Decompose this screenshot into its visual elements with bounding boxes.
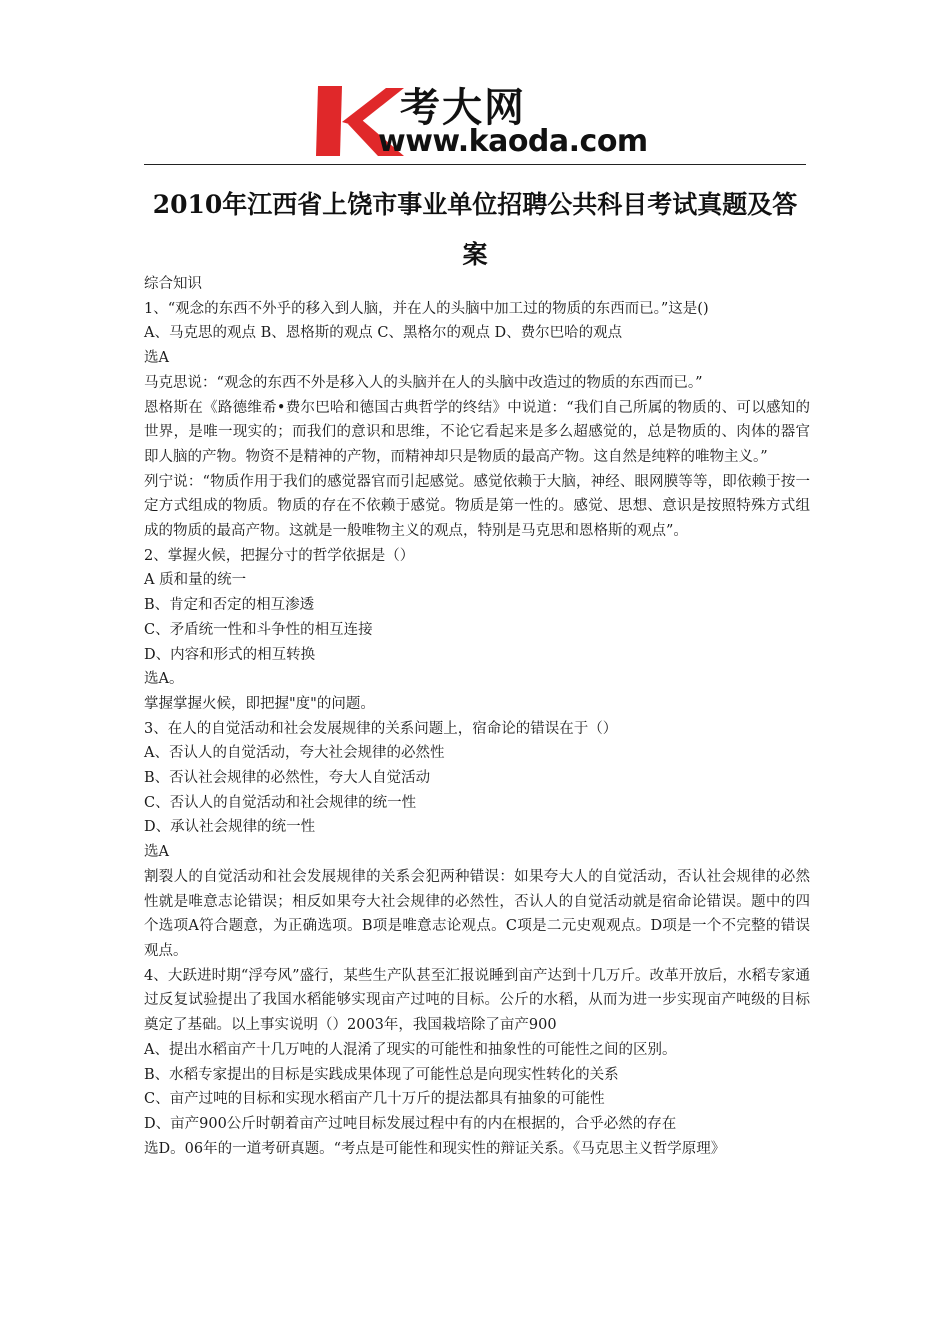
body-paragraph: 列宁说：“物质作用于我们的感觉器官而引起感觉。感觉依赖于大脑，神经、眼网膜等等，即依赖于按一定方式组成的物质。物质的存在不依赖于感觉。物质是第一性的。感觉、思想、意识是按照特殊方式组成的物质的最高产物。这就是一般唯物主义的观点，特别是马克思和恩格斯的观点”。 [144, 473, 810, 540]
logo-k-arm-upper [342, 88, 404, 126]
body-paragraph: C、矛盾统一性和斗争性的相互连接 [144, 621, 373, 638]
body-paragraph: A 质和量的统一 [144, 572, 247, 589]
body-paragraph: 1、“观念的东西不外乎的移入到人脑，并在人的头脑中加工过的物质的东西而已。”这是() [144, 300, 709, 317]
body-paragraph: B、水稻专家提出的目标是实践成果体现了可能性总是向现实性转化的关系 [144, 1066, 619, 1083]
body-paragraph: 选A。 [144, 671, 184, 688]
body-paragraph: B、否认社会规律的必然性，夸大人自觉活动 [144, 770, 431, 787]
body-paragraph: D、承认社会规律的统一性 [144, 819, 316, 836]
body-paragraph: B、肯定和否定的相互渗透 [144, 597, 315, 614]
body-paragraph: 综合知识 [144, 276, 202, 292]
body-paragraph: 掌握掌握火候，即把握"度"的问题。 [144, 695, 375, 712]
body-paragraph: 4、大跃进时期“浮夸风”盛行，某些生产队甚至汇报说睡到亩产达到十几万斤。改革开放后，水稻专家通过反复试验提出了我国水稻能够实现亩产过吨的目标。公斤的水稻，从而为进一步实现亩产吨级的目标奠定了基础。以上事实说明（）2003年，我国栽培除了亩产900 [144, 967, 810, 1034]
logo-url-text: www.kaoda.com [378, 124, 648, 159]
body-paragraph: 割裂人的自觉活动和社会发展规律的关系会犯两种错误：如果夸大人的自觉活动，否认社会规律的必然性就是唯意志论错误；相反如果夸大社会规律的必然性，否认人的自觉活动就是宿命论错误。题中的四个选项A符合题意，为正确选项。B项是唯意志论观点。C项是二元史观观点。D项是一个不完整的错误观点。 [144, 868, 810, 959]
header-divider [144, 164, 806, 165]
document-body [144, 272, 810, 1161]
body-paragraph: D、亩产900公斤时朝着亩产过吨目标发展过程中有的内在根据的，合乎必然的存在 [144, 1115, 677, 1132]
logo-brand-text: 考大网 [400, 85, 526, 131]
body-paragraph: 选A [144, 350, 169, 367]
kaoda-logo[interactable] [312, 78, 648, 164]
body-paragraph: 2、掌握火候，把握分寸的哲学依据是（） [144, 547, 415, 564]
body-paragraph: 选D。06年的一道考研真题。“考点是可能性和现实性的辩证关系。《马克思主义哲学原理》 [144, 1140, 726, 1157]
body-paragraph: D、内容和形式的相互转换 [144, 646, 316, 663]
body-paragraph: 选A [144, 844, 169, 861]
body-paragraph: C、否认人的自觉活动和社会规律的统一性 [144, 794, 417, 811]
body-paragraph: 3、在人的自觉活动和社会发展规律的关系问题上，宿命论的错误在于（） [144, 720, 618, 737]
logo-k-stem [316, 86, 342, 156]
body-paragraph: A、提出水稻亩产十几万吨的人混淆了现实的可能性和抽象性的可能性之间的区别。 [144, 1041, 677, 1058]
body-paragraph: A、否认人的自觉活动，夸大社会规律的必然性 [144, 745, 445, 762]
body-paragraph: 恩格斯在《路德维希•费尔巴哈和德国古典哲学的终结》中说道：“我们自己所属的物质的、可以感知的世界，是唯一现实的；而我们的意识和思维，不论它看起来是多么超感觉的，总是物质的、肉体的器官即人脑的产物。物资不是精神的产物，而精神却只是物质的最高产物。这自然是纯粹的唯物主义。” [144, 399, 810, 465]
body-paragraph: A、马克思的观点 B、恩格斯的观点 C、黑格尔的观点 D、费尔巴哈的观点 [144, 325, 623, 342]
document-title: 2010年江西省上饶市事业单位招聘公共科目考试真题及答案 [152, 190, 798, 269]
body-paragraph: 马克思说：“观念的东西不外是移入人的头脑并在人的头脑中改造过的物质的东西而已。” [144, 374, 703, 391]
body-paragraph: C、亩产过吨的目标和实现水稻亩产几十万斤的提法都具有抽象的可能性 [144, 1091, 605, 1108]
